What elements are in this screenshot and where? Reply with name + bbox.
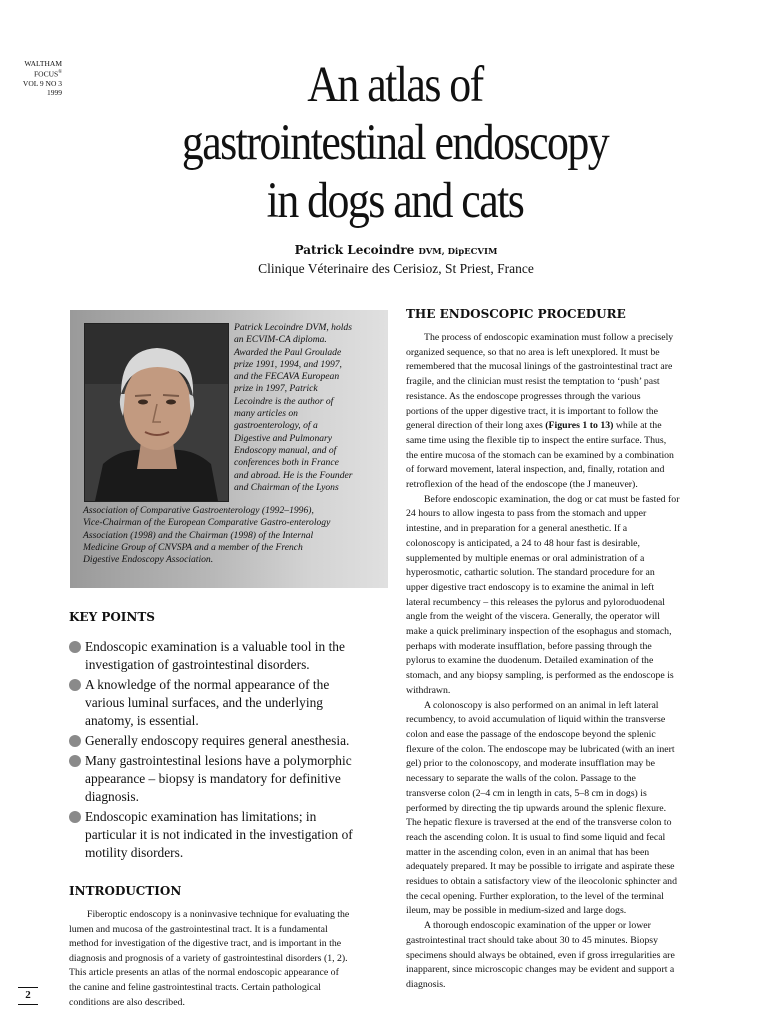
author-bio-text-bottom (83, 505, 385, 566)
bio-line: and Chairman of the Lyons (234, 481, 339, 493)
bio-line: prize in 1997, Patrick (234, 383, 318, 395)
bullet-icon (69, 679, 81, 691)
journal-name: WALTHAM (24, 59, 62, 68)
text-line: The hepatic flexure is traversed at the end of the transverse colon to (406, 817, 672, 829)
key-point-item (69, 732, 387, 750)
text-line: The process of endoscopic examination must follow a precisely (424, 332, 674, 343)
text-line: method for investigation of the digestive tract, and is important in the (69, 938, 342, 950)
key-point-item (69, 676, 387, 730)
bio-line: and the FECAVA European (234, 371, 340, 383)
text-line: hyperosmotic, cathartic solution. The standard procedure for an (406, 567, 655, 579)
text-line: Fiberoptic endoscopy is a noninvasive technique for evaluating the (87, 909, 350, 920)
text-line: resistance. As the endoscope progresses through the various (406, 390, 641, 402)
key-point-line: investigation of gastrointestinal disorders. (85, 657, 310, 672)
bio-line: Association (1998) and the Chairman (1998) of the Internal (83, 529, 314, 541)
text-line: adequately prepared. It may be possible to irrigate and aspirate these (406, 861, 675, 873)
text-line: ileum, may be possible in medium-sized and large dogs. (406, 905, 627, 917)
text-line: supplemented by multiple enemas or oral administration of a (406, 552, 645, 564)
text-line: the cecal opening. Further exploration, to the level of the terminal (406, 890, 664, 902)
bio-line: many articles on (234, 408, 298, 420)
text-line: lumen and mucosa of the gastrointestinal tract. It is a fundamental (69, 923, 328, 935)
text-line: portions of the upper digestive tract, it is important to follow the (406, 405, 658, 417)
bio-line: Digestive Endoscopy Association. (83, 554, 214, 566)
key-point-line: particular it is not indicated in the investigation of (85, 827, 353, 842)
author-affiliation: Clinique Véterinaire des Cerisioz, St Priest, France (258, 261, 534, 276)
bio-line: Association of Comparative Gastroenterology (1992–1996), (83, 505, 314, 516)
key-point-item (69, 638, 387, 674)
text-line: recumbency, to avoid accumulation of liquid within the transverse (406, 714, 666, 726)
page-number: 2 (25, 989, 31, 1001)
author-bio-text-top (234, 322, 384, 494)
bio-line: gastroenterology, of a (234, 420, 318, 432)
text-line: retroflexion of the head of the endoscope (the J maneuver). (406, 479, 638, 491)
figure-reference: (Figures 1 to 13) (545, 420, 614, 432)
text-line: same time using the flexible tip to inspect the entire surface. Thus, (406, 434, 667, 446)
key-point-item (69, 808, 387, 862)
text-line: reach the ascending colon. It is usual to find some liquid and fecal (406, 831, 666, 843)
text-line: A thorough endoscopic examination of the upper or lower (424, 920, 651, 932)
journal-info (10, 59, 62, 97)
key-point-line: appearance – biopsy is mandatory for definitive (85, 771, 341, 786)
text-line: diagnosis and prognosis of a variety of gastrointestinal disorders (1, 2). (69, 952, 348, 964)
key-point-line: Endoscopic examination has limitations; in (85, 809, 317, 824)
text-line: 24 hours to allow ingesta to pass from the stomach and upper (406, 508, 647, 520)
key-point-line: various luminal surfaces, and the underlying (85, 695, 323, 710)
bio-line: an ECVIM-CA diploma. (234, 334, 327, 346)
bullet-icon (69, 641, 81, 653)
journal-year: 1999 (47, 87, 62, 97)
text-line: performed by directing the tip upwards around the splenic flexure. (406, 802, 667, 814)
introduction-text (69, 908, 387, 1010)
author-name: Patrick Lecoindre (294, 243, 415, 257)
key-points-heading: KEY POINTS (69, 610, 155, 624)
text-line: intestine, and in preparation for a general anesthetic. If a (406, 523, 628, 535)
text-line: Before endoscopic examination, the dog or cat must be fasted for (424, 493, 680, 505)
text-line: stomach, and any biopsy sampling, is performed as the endoscope is (406, 670, 674, 682)
text-line: A colonoscopy is also performed on an animal in left lateral (424, 699, 659, 711)
journal-sub: FOCUS® (34, 69, 62, 79)
author-photo (84, 323, 229, 502)
text-line: the entire mucosa of the stomach can be examined by a combination (406, 449, 674, 461)
bio-line: Awarded the Paul Groulade (234, 346, 342, 358)
introduction-heading: INTRODUCTION (69, 884, 182, 898)
bullet-icon (69, 811, 81, 823)
text-line: gastrointestinal tract should take about 30 to 45 minutes. Biopsy (406, 934, 658, 946)
key-point-line: motility disorders. (85, 845, 184, 860)
text-line: matter in the ascending colon, even in an animal that has been (406, 846, 650, 858)
page-number-rule (18, 1004, 38, 1005)
text-line: necessary to separate the walls of the colon. Passage to the (406, 773, 636, 785)
text-line: perhaps with moderate insufflation, before passing through the (406, 640, 652, 652)
text-line: pylorus to examine the duodenum. Detailed examination of the (406, 655, 654, 667)
bio-line: Patrick Lecoindre DVM, holds (234, 322, 352, 333)
text-line: remembered that the mucosal linings of the gastrointestinal tract are (406, 361, 673, 373)
text-line: This article presents an atlas of the normal endoscopic appearance of (69, 967, 339, 979)
title-line: An atlas of (307, 57, 483, 113)
author-credentials: DVM, DipECVIM (418, 247, 498, 257)
bio-line: Endoscopy manual, and of (234, 444, 337, 456)
key-point-line: Many gastrointestinal lesions have a polymorphic (85, 753, 352, 768)
bio-line: Lecoindre is the author of (234, 395, 334, 407)
key-point-item (69, 752, 387, 806)
text-line: the canine and feline gastrointestinal tracts. Certain pathological (69, 981, 321, 993)
bullet-icon (69, 755, 81, 767)
text-line: fragile, and the clinician must resist the temptation to ‘push’ past (406, 376, 660, 388)
text-line: transverse colon (2–4 cm in length in cats, 5–8 cm in dogs) is (406, 787, 647, 799)
key-points-list (69, 638, 387, 864)
bio-line: and abroad. He is the Founder (234, 469, 353, 481)
bio-line: Digestive and Pulmonary (234, 432, 333, 444)
text-line: organized sequence, so that no area is left unexplored. It must be (406, 346, 660, 358)
key-point-line: A knowledge of the normal appearance of the (85, 677, 330, 692)
procedure-heading: THE ENDOSCOPIC PROCEDURE (406, 307, 626, 321)
text-line: lateral recumbency – this releases the pylorus and pyloroduodenal (406, 596, 665, 608)
key-point-line: Generally endoscopy requires general anesthesia. (85, 733, 350, 748)
text-line: colon and ease the passage of the endoscope beyond the splenic (406, 728, 656, 740)
text-line: upper digestive tract endoscopy is to examine the animal in left (406, 581, 655, 593)
text-line: residues to obtain a satisfactory view of the ileocolonic sphincter and (406, 876, 677, 888)
key-point-line: anatomy, is essential. (85, 713, 199, 728)
text-line: diagnosis. (406, 978, 446, 990)
text-line: flexure of the colon. The endoscope may be lubricated (with an inert (406, 743, 675, 755)
bio-line: Vice-Chairman of the European Comparative Gastro-enterology (83, 517, 331, 529)
text-line: gel) prior to the colonoscopy, and moderate insufflation may be (406, 758, 655, 770)
key-point-line: diagnosis. (85, 789, 139, 804)
text-line: general direction of their long axes (Figures 1 to 13) while at the (406, 420, 662, 432)
key-point-line: Endoscopic examination is a valuable tool in the (85, 639, 345, 654)
bio-line: Medicine Group of CNVSPA and a member of the French (83, 541, 303, 553)
bullet-icon (69, 735, 81, 747)
procedure-text (406, 331, 724, 993)
title-line: in dogs and cats (266, 173, 524, 229)
text-line: inapparent, since microscopic changes may be evident and support a (406, 964, 675, 976)
text-line: conditions are also described. (69, 996, 185, 1008)
bio-line: prize 1991, 1994, and 1997, (234, 358, 342, 370)
text-line: make a quick preliminary inspection of the esophagus and stomach, (406, 626, 672, 638)
journal-volume: VOL 9 NO 3 (22, 78, 62, 88)
page-number-rule-top (18, 987, 38, 988)
title-line: gastrointestinal endoscopy (181, 115, 609, 171)
article-title (133, 56, 658, 230)
text-line: angle from the weight of the viscera. Generally, the operator will (406, 611, 660, 623)
author-line (0, 243, 768, 257)
text-line: colonoscopy is anticipated, a 24 to 48 hour fast is desirable, (406, 537, 640, 549)
text-line: withdrawn. (406, 684, 451, 696)
bio-line: conferences both in France (234, 457, 339, 469)
text-line: specimens should always be obtained, even if gross irregularities are (406, 949, 675, 961)
text-line: of forward movement, lateral inspection, and, finally, rotation and (406, 464, 665, 476)
